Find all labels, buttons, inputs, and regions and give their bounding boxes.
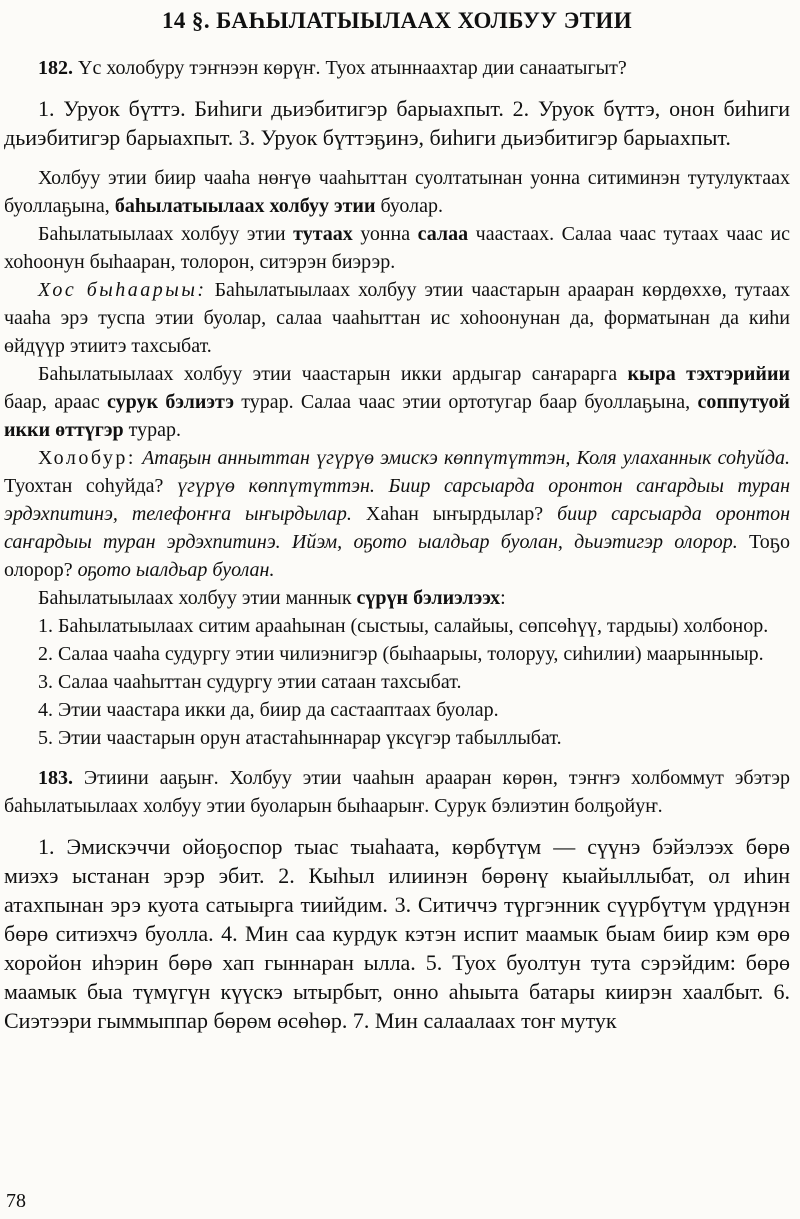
rule-paragraph-definition-text: буолар. [375,195,443,217]
example-paragraph-text: Атаҕын анныттан үгүрүө эмискэ көппүтүттэн, Коля улаханнык соһуйда. [142,447,791,469]
feature-item-5-text: 5. Этии чаастарын орун атастаһыннарар үксүгэр табыллыбат. [38,727,562,749]
example-paragraph-text: Тоҕо олорор? [4,531,791,581]
rule-paragraph-definition-text: Холбуу этии биир чааһа нөҥүө чааһыттан суолтатынан уонна ситиминэн тутулуктаах буоллаҕына, [4,167,790,217]
exercise-183-instruction-text: Этиини ааҕыҥ. Холбуу этии чааһын арааран көрөн, тэҥҥэ холбоммут эбэтэр баһылатыылаах холбуу этии буоларын быһаарыҥ. Сурук бэлиэтин болҕойуҥ. [4,767,790,817]
exercise-183-instruction [4,764,790,820]
note-paragraph-text: Хос быһаарыы: [38,279,207,301]
page-number: 78 [6,1190,26,1212]
exercise-183-text-text: 1. Эмискэччи ойоҕоспор тыас тыаһаата, көрбүтүм — сүүнэ бэйэлээх бөрө миэхэ ыстанан эрэр эбит. 2. Кыһыл илиинэн бөрөнү кыайыллыбат, ол иһин атахпынан эрэ куота сатыырга тиийдим. 3. Ситиччэ түргэнник сүүрбүтүм үрдүнэн бөрө ситиэхчэ буолла. 4. Мин саа курдук кэтэн испит маамык быам биир кэм өрө хоройон иһэрин бөрө хап гыннаран ылла. 5. Туох буолтун тута сэрэйдим: бөрө маамык быа түмүгүн күүскэ ытырбыт, онно аһыыта батары киирэн хаалбыт. 6. Сиэтээри гыммыппар бөрөм өсөһөр. 7. Мин салаалаах тоҥ мутук [4,834,790,1033]
rule-paragraph-definition-text: баһылатыылаах холбуу этии [114,195,376,217]
exercise-182-examples [4,94,790,152]
features-intro-text: : [500,587,506,609]
section-title [4,8,790,34]
feature-item-1-text: 1. Баһылатыылаах ситим арааһынан (сыстыы, салайыы, сөпсөһүү, тардыы) холбонор. [38,615,769,637]
feature-item-1 [4,612,790,640]
rule-paragraph-punctuation-text: кыра тэхтэрийии [627,363,790,385]
rule-paragraph-parts-text: чаастаах. Салаа чаас тутаах чаас ис хоһоонун быһааран, толорон, ситэрэн биэрэр. [4,223,790,273]
feature-item-5 [4,724,790,752]
example-paragraph-text: Туохтан соһуйда? [4,475,178,497]
example-paragraph-text: Хаһан ыҥырдылар? [351,503,558,525]
rule-paragraph-punctuation-text: турар. [123,419,181,441]
feature-item-2 [4,640,790,668]
rule-paragraph-punctuation-text: Баһылатыылаах холбуу этии чаастарын икки ардыгар саҥарарга [38,363,628,385]
feature-item-3-text: 3. Салаа чааһыттан судургу этии сатаан тахсыбат. [38,671,462,693]
features-intro-text: Баһылатыылаах холбуу этии маннык [38,587,357,609]
feature-item-4-text: 4. Этии чаастара икки да, биир да састааптаах буолар. [38,699,499,721]
exercise-183-instruction-text: 183. [38,767,73,789]
exercise-182-examples-text: 1. Уруок бүттэ. Биһиги дьиэбитигэр барыахпыт. 2. Уруок бүттэ, онон биһиги дьиэбитигэр барыахпыт. 3. Уруок бүттэҕинэ, биһиги дьиэбитигэр барыахпыт. [4,96,790,150]
rule-paragraph-parts-text: салаа [417,223,469,245]
example-paragraph [4,444,790,584]
example-paragraph-text: биир сарсыарда оронтон саҥардыы туран эрдэхпитинэ. Ийэм, оҕото ыалдьар буолан, дьиэтигэр олорор. [4,503,790,553]
feature-item-4 [4,696,790,724]
rule-paragraph-punctuation-text: турар. Салаа чаас этии ортотугар баар буоллаҕына, [233,391,698,413]
rule-paragraph-parts-text: Баһылатыылаах холбуу этии [38,223,294,245]
features-intro-text: сүрүн бэлиэлээх [356,587,501,609]
note-paragraph [4,276,790,360]
feature-item-2-text: 2. Салаа чааһа судургу этии чилиэнигэр (быһаарыы, толоруу, сиһилии) маарынныыр. [38,643,764,665]
rule-paragraph-parts-text: уонна [352,223,418,245]
rule-paragraph-parts-text: тутаах [293,223,353,245]
rule-paragraph-punctuation-text: соппутуой икки өттүгэр [4,391,790,441]
rule-paragraph-definition [4,164,790,220]
note-paragraph-text: Баһылатыылаах холбуу этии чаастарын арааран көрдөххө, тутаах чааһа эрэ туспа этии буолар, салаа чааһыттан ис хоһоонунан да, форматынан да киһи өйдүүр этиитэ тахсыбат. [4,279,790,357]
rule-paragraph-punctuation [4,360,790,444]
example-paragraph-text: үгүрүө көппүтүттэн. Биир сарсыарда оронтон саҥардыы туран эрдэхпитинэ, телефоҥҥа ыҥырдылар. [4,475,790,525]
exercise-182-instruction-text: 182. [38,57,73,79]
rule-paragraph-punctuation-text: баар, араас [4,391,108,413]
exercise-182-instruction [4,54,790,82]
feature-item-3 [4,668,790,696]
section-title-text: 14 §. БАҺЫЛАТЫЫЛААХ ХОЛБУУ ЭТИИ [161,8,633,33]
exercise-182-instruction-text: Үс холобуру тэҥнээн көрүҥ. Туох атыннаахтар дии санаатыгыт? [73,57,627,79]
exercise-183-text [4,832,790,1035]
rule-paragraph-parts [4,220,790,276]
features-intro [4,584,790,612]
example-paragraph-text: оҕото ыалдьар буолан. [77,559,275,581]
rule-paragraph-punctuation-text: сурук бэлиэтэ [107,391,234,413]
example-paragraph-text: Холобур: [38,447,136,469]
